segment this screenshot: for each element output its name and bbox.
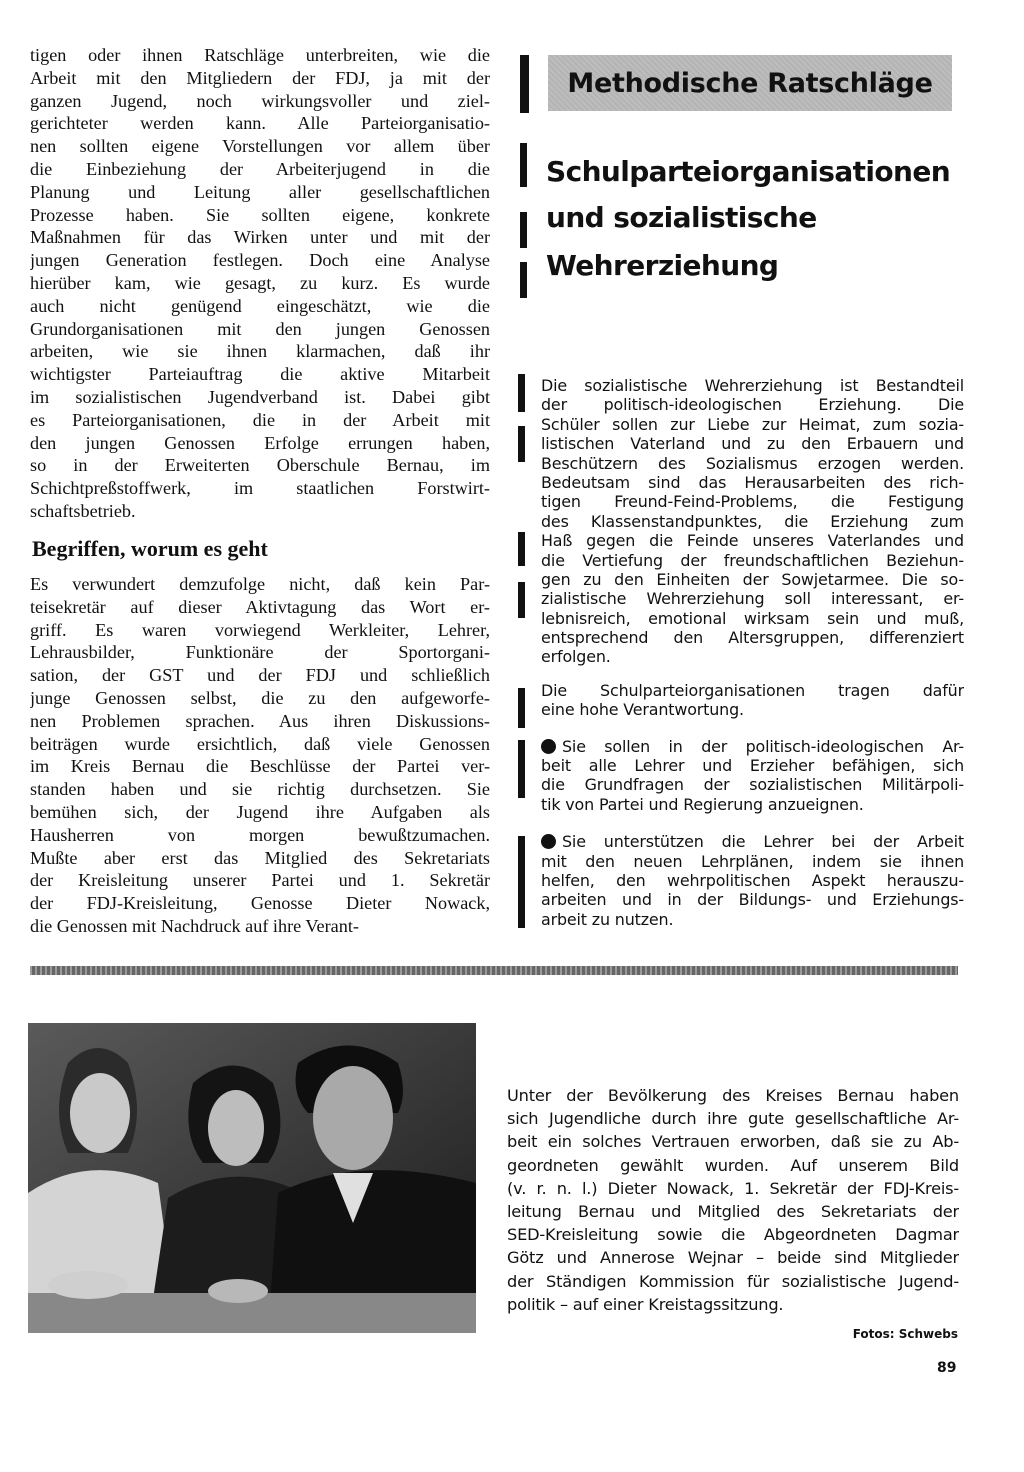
bullet-2-line: arbeit zu nutzen. <box>541 909 674 929</box>
right-paragraph-1-line: erfolgen. <box>541 647 611 667</box>
bullet-dot-icon <box>541 834 556 849</box>
section-banner: Methodische Ratschläge <box>548 55 952 111</box>
caption-line: Götz und Annerose Wejnar – beide sind Mitglieder <box>507 1248 959 1268</box>
left-paragraph-1-line: Maßnahmen für das Wirken unter und mit der <box>30 227 490 248</box>
section-divider <box>30 966 958 975</box>
left-paragraph-2-line: der Kreisleitung unserer Partei und 1. Sekretär <box>30 870 490 891</box>
left-column-continued <box>30 573 490 938</box>
caption-line: der Ständigen Kommission für sozialistische Jugend- <box>507 1271 959 1291</box>
left-paragraph-1-line: arbeiten, wie sie ihnen klarmachen, daß ihr <box>30 341 490 362</box>
left-paragraph-1-line: gerichteter werden kann. Alle Parteiorganisatio- <box>30 113 490 134</box>
left-paragraph-2-line: im Kreis Bernau die Beschlüsse der Partei ver- <box>30 756 490 777</box>
left-paragraph-2-line: bemühen sich, der Jugend ihre Aufgaben als <box>30 801 490 822</box>
bullet-item-2 <box>541 832 964 929</box>
right-paragraph-1-line: lebnisreich, emotional wirksam sein und muß, <box>541 608 964 628</box>
decorative-bar <box>518 374 525 412</box>
bullet-dot-icon <box>541 739 556 754</box>
decorative-bar <box>518 740 525 798</box>
caption-line: Unter der Bevölkerung des Kreises Bernau haben <box>507 1086 959 1105</box>
left-paragraph-1-line: nen sollten eigene Vorstellungen vor allem über <box>30 136 490 157</box>
left-paragraph-1-line: jungen Generation festlegen. Doch eine Analyse <box>30 250 490 271</box>
caption-line: SED-Kreisleitung sowie die Abgeordneten Dagmar <box>507 1225 959 1245</box>
left-column <box>30 44 490 523</box>
right-paragraph-1-line: Die sozialistische Wehrerziehung ist Bestandteil <box>541 376 964 395</box>
left-paragraph-1-line: schaftsbetrieb. <box>30 500 136 521</box>
left-paragraph-2-line: sation, der GST und der FDJ und schließlich <box>30 665 490 686</box>
decorative-bar <box>518 836 525 928</box>
right-paragraph-1-line: Schüler sollen zur Liebe zur Heimat, zum sozia- <box>541 414 964 434</box>
bullet-2-line: helfen, den wehrpolitischen Aspekt herauszu- <box>541 870 964 890</box>
left-paragraph-2-line: der FDJ-Kreisleitung, Genosse Dieter Nowack, <box>30 893 490 914</box>
left-paragraph-1-line: Prozesse haben. Sie sollten eigene, konkrete <box>30 204 490 225</box>
right-paragraph-1-line: zialistische Wehrerziehung soll interessant, er- <box>541 589 964 609</box>
left-paragraph-1-line: den jungen Genossen Erfolge errungen haben, <box>30 432 490 453</box>
bullet-1-line <box>541 737 964 756</box>
caption-line: (v. r. n. l.) Dieter Nowack, 1. Sekretär der FDJ-Kreis- <box>507 1178 959 1198</box>
left-paragraph-2-line: nen Problemen sprachen. Aus ihren Diskussions- <box>30 710 490 731</box>
right-paragraph-1-line: Haß gegen die Feinde unseres Vaterlandes und <box>541 531 964 551</box>
right-paragraph-1-line: Bedeutsam sind das Herausarbeiten des rich- <box>541 472 964 492</box>
left-paragraph-1-line: wichtigster Parteiauftrag die aktive Mitarbeit <box>30 364 490 385</box>
left-paragraph-1-line: Arbeit mit den Mitgliedern der FDJ, ja mit der <box>30 67 490 88</box>
decorative-bar <box>520 143 527 187</box>
article-body <box>541 376 964 929</box>
right-paragraph-1-line: der politisch-ideologischen Erziehung. Die <box>541 395 964 415</box>
caption-line: leitung Bernau und Mitglied des Sekretariats der <box>507 1201 959 1221</box>
decorative-bar <box>520 262 527 298</box>
section-heading: Begriffen, worum es geht <box>32 536 268 561</box>
left-paragraph-2-line: Mußte aber erst das Mitglied des Sekretariats <box>30 847 490 868</box>
left-paragraph-1-line: es Parteiorganisationen, die in der Arbeit mit <box>30 409 490 430</box>
right-paragraph-2-line: Die Schulparteiorganisationen tragen dafür <box>541 680 964 700</box>
bullet-2-line: arbeiten und in der Bildungs- und Erziehungs- <box>541 890 964 910</box>
bullet-1-line: tik von Partei und Regierung anzueignen. <box>541 794 864 814</box>
headline-line-3: Wehrerziehung <box>546 249 779 282</box>
headline-line-1: Schulparteiorganisationen <box>546 155 951 188</box>
left-paragraph-1-line: Grundorganisationen mit den jungen Genossen <box>30 318 490 339</box>
left-paragraph-2-line: Hausherren von morgen bewußtzumachen. <box>30 824 490 845</box>
right-paragraph-1-line: des Klassenstandpunktes, die Erziehung zum <box>541 511 964 531</box>
caption-line: sich Jugendliche durch ihre gute gesellschaftliche Ar- <box>507 1109 959 1129</box>
photo-credit: Fotos: Schwebs <box>852 1327 958 1341</box>
left-paragraph-1-line: im sozialistischen Jugendverband ist. Dabei gibt <box>30 386 490 407</box>
bullet-2-line <box>541 832 964 851</box>
bullet-item-1 <box>541 737 964 815</box>
caption-line: geordneten gewählt wurden. Auf unserem Bild <box>507 1155 959 1175</box>
photo-caption <box>507 1084 959 1316</box>
caption-line: politik – auf einer Kreistagssitzung. <box>507 1294 784 1314</box>
headline-line-2: und sozialistische <box>546 201 817 234</box>
decorative-bar <box>518 426 525 462</box>
caption-line: beit ein solches Vertrauen erworben, daß sie zu Ab- <box>507 1132 959 1152</box>
right-paragraph-1-line: die Vertiefung der freundschaftlichen Beziehun- <box>541 550 964 570</box>
left-paragraph-2-line: Es verwundert demzufolge nicht, daß kein Par- <box>30 574 490 594</box>
left-paragraph-1-line: Schichtpreßstoffwerk, im staatlichen Forstwirt- <box>30 478 490 499</box>
right-paragraph-2-line: eine hohe Verantwortung. <box>541 700 744 720</box>
left-paragraph-2-line: standen haben und sie richtig durchsetzen. Sie <box>30 779 490 800</box>
left-paragraph-2-line: teisekretär auf dieser Aktivtagung das Wort er- <box>30 596 490 617</box>
left-paragraph-2-line: Lehrausbilder, Funktionäre der Sportorgani- <box>30 642 490 663</box>
left-paragraph-2-line: griff. Es waren vorwiegend Werkleiter, Lehrer, <box>30 619 490 640</box>
photo-kreistagssitzung <box>28 1023 476 1333</box>
left-paragraph-1-line: hierüber kam, wie gesagt, zu kurz. Es wurde <box>30 272 490 293</box>
right-paragraph-1-line: gen zu den Einheiten der Sowjetarmee. Die so- <box>541 569 964 589</box>
decorative-bar <box>518 532 525 566</box>
left-paragraph-1-line: so in der Erweiterten Oberschule Bernau, im <box>30 455 490 476</box>
paragraph-verantwortung <box>541 681 964 720</box>
decorative-bar <box>520 212 527 248</box>
left-paragraph-1-line: tigen oder ihnen Ratschläge unterbreiten, wie die <box>30 45 490 65</box>
right-paragraph-1-line: listischen Vaterland und zu den Erbauern und <box>541 434 964 454</box>
right-paragraph-1-line: entsprechend den Altersgruppen, differenziert <box>541 628 964 648</box>
right-paragraph-1-line: Beschützern des Sozialismus erzogen werden. <box>541 453 964 473</box>
bullet-text: Sie unterstützen die Lehrer bei der Arbeit <box>562 832 964 852</box>
left-paragraph-2-line: die Genossen mit Nachdruck auf ihre Verant- <box>30 915 359 936</box>
bullet-1-line: beit alle Lehrer und Erzieher befähigen, sich <box>541 756 964 776</box>
bullet-2-line: mit den neuen Lehrplänen, indem sie ihnen <box>541 851 964 871</box>
left-paragraph-1-line: ganzen Jugend, noch wirkungsvoller und ziel- <box>30 90 490 111</box>
left-paragraph-1-line: Planung und Leitung aller gesellschaftlichen <box>30 181 490 202</box>
left-paragraph-1-line: die Einbeziehung der Arbeiterjugend in die <box>30 158 490 179</box>
paragraph-wehrerziehung <box>541 376 964 667</box>
bullet-1-line: die Grundfragen der sozialistischen Militärpoli- <box>541 775 964 795</box>
right-paragraph-1-line: tigen Freund-Feind-Problems, die Festigung <box>541 492 964 512</box>
left-paragraph-2-line: beiträgen wurde ersichtlich, daß viele Genossen <box>30 733 490 754</box>
bullet-text: Sie sollen in der politisch-ideologischen Ar- <box>562 736 964 756</box>
page-number: 89 <box>937 1360 957 1376</box>
left-paragraph-2-line: junge Genossen selbst, die zu den aufgeworfe- <box>30 687 490 708</box>
decorative-bar <box>520 55 529 113</box>
left-paragraph-1-line: auch nicht genügend eingeschätzt, wie die <box>30 295 490 316</box>
decorative-bar <box>518 582 525 618</box>
decorative-bar <box>518 688 525 728</box>
